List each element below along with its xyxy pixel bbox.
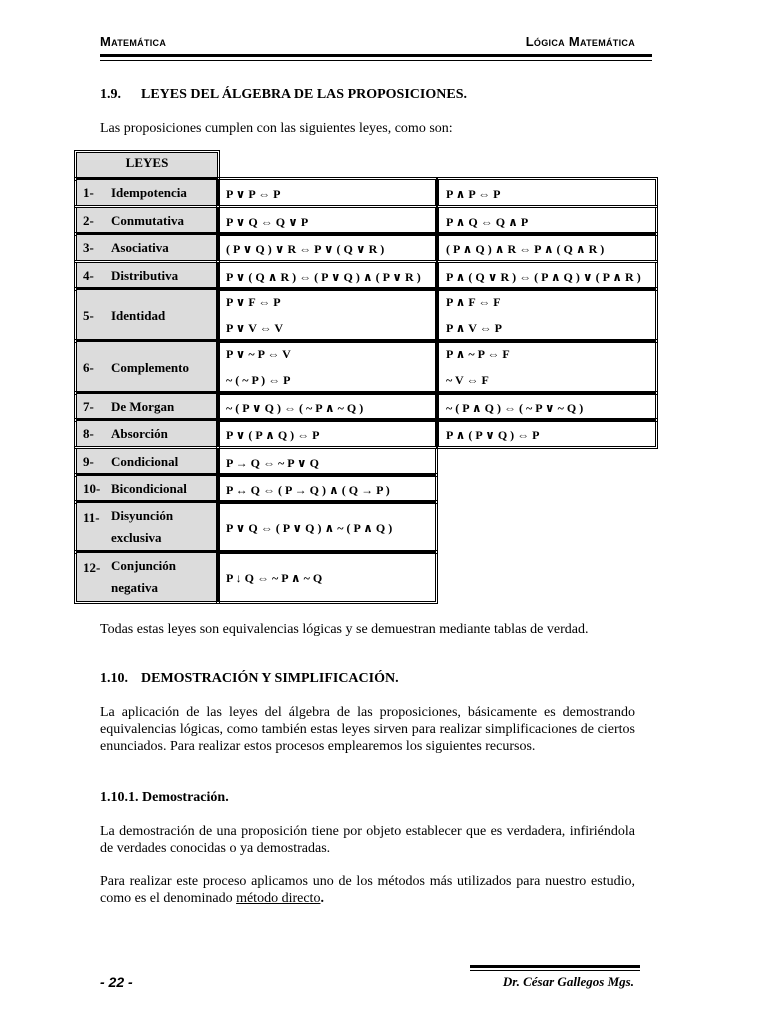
- formula-line: P ∨ ( P ∧ Q ) ⇔ P: [226, 427, 320, 442]
- formula-line: ~ ( P ∧ Q ) ⇔ ( ~ P ∨ ~ Q ): [446, 400, 584, 415]
- formula-line: ~ ( ~ P ) ⇔ P: [226, 373, 291, 387]
- law-name-cell: [76, 179, 218, 206]
- formula-line: P ∧ ~ P ⇔ F: [446, 347, 510, 361]
- formula-cell: [438, 207, 656, 234]
- formula-cell: [438, 393, 656, 420]
- law-name-cell: [76, 420, 218, 447]
- header-topic: Lógica Matemática: [525, 34, 635, 49]
- law-name: Conjunción negativa: [111, 558, 177, 595]
- formula-line: P ∨ F ⇔ P: [226, 295, 281, 309]
- law-name-cell: [76, 207, 218, 234]
- direct-method-link: método directo: [236, 891, 321, 906]
- section-heading-1-9: [100, 87, 467, 103]
- law-name-cell: [76, 552, 218, 602]
- formula-line: P ∧ ( Q ∨ R ) ⇔ ( P ∧ Q ) ∨ ( P ∧ R ): [446, 269, 641, 284]
- demonstration-paragraph-1: La demostración de una proposición tiene por objeto establecer que es verdadera, infiriéndola de verdades conocidas o ya demostradas.: [100, 824, 635, 856]
- formula-line: P ∨ ~ P ⇔ V: [226, 347, 291, 361]
- formula-cell: [218, 207, 436, 234]
- law-number: 11-: [83, 510, 100, 525]
- law-name: Identidad: [111, 308, 166, 323]
- law-number: 8-: [83, 426, 94, 441]
- after-table-paragraph: Todas estas leyes son equivalencias lógicas y se demuestran mediante tablas de verdad.: [100, 622, 589, 637]
- section-number: 1.9.: [100, 87, 121, 102]
- formula-cell: [218, 448, 436, 475]
- section-number: 1.10.: [100, 671, 128, 686]
- law-name: Disyunción exclusiva: [111, 508, 174, 545]
- law-name-cell: [76, 393, 218, 420]
- formula-line: ( P ∧ Q ) ∧ R ⇔ P ∧ ( Q ∧ R ): [446, 241, 605, 256]
- formula-line: ( P ∨ Q ) ∨ R ⇔ P ∨ ( Q ∨ R ): [226, 241, 385, 256]
- law-name: Conmutativa: [111, 213, 184, 228]
- formula-line: P ∧ ( P ∨ Q ) ⇔ P: [446, 427, 540, 442]
- formula-line: P ∨ Q ⇔ ( P ∨ Q ) ∧ ~ ( P ∧ Q ): [226, 521, 393, 535]
- formula-line: P ∧ P ⇔ P: [446, 186, 501, 201]
- footer-rule-thin: [470, 970, 640, 971]
- header-rule-thick: [100, 54, 652, 57]
- formula-line: P ∧ Q ⇔ Q ∧ P: [446, 214, 529, 229]
- formula-cell: [218, 234, 436, 261]
- section-title: DEMOSTRACIÓN Y SIMPLIFICACIÓN.: [141, 671, 399, 686]
- demonstration-paragraph-2: [100, 873, 635, 907]
- formula-line: P → Q ⇔ ~ P ∨ Q: [226, 455, 319, 470]
- formula-cell: [218, 341, 436, 393]
- footer-rule-thick: [470, 965, 640, 968]
- formula-line: ~ V ⇔ F: [446, 373, 489, 387]
- law-name: Asociativa: [111, 240, 169, 255]
- law-number: 4-: [83, 268, 94, 283]
- law-name-cell: [76, 341, 218, 393]
- section-title: LEYES DEL ÁLGEBRA DE LAS PROPOSICIONES.: [141, 87, 467, 102]
- law-number: 1-: [83, 185, 94, 200]
- formula-cell: [218, 420, 436, 447]
- paragraph-end: .: [320, 891, 324, 906]
- law-name-cell: [76, 502, 218, 552]
- page-header: [100, 34, 635, 52]
- law-name: Bicondicional: [111, 481, 187, 496]
- law-number: 5-: [83, 308, 94, 323]
- subsection-heading-1-10-1: 1.10.1. Demostración.: [100, 790, 229, 805]
- demonstration-intro-paragraph: La aplicación de las leyes del álgebra de las proposiciones, básicamente es demostrando equivalencias lógicas, como también estas leyes sirven para realizar simplificaciones de ciertos enunciados. Para realizar estos procesos emplearemos los siguientes recursos.: [100, 705, 635, 754]
- laws-header-cell: LEYES: [76, 152, 218, 179]
- law-name: Idempotencia: [111, 185, 187, 200]
- laws-table: [76, 152, 658, 604]
- formula-line: P ∨ Q ⇔ Q ∨ P: [226, 214, 309, 229]
- formula-line: P ↓ Q ⇔ ~ P ∧ ~ Q: [226, 571, 323, 585]
- intro-paragraph: Las proposiciones cumplen con las siguientes leyes, como son:: [100, 121, 453, 136]
- section-heading-1-10: [100, 671, 399, 687]
- law-name-cell: [76, 262, 218, 289]
- paragraph-text: Para realizar este proceso aplicamos uno de los métodos más utilizados para nuestro estudio, como es el denominado: [100, 874, 635, 906]
- formula-line: P ↔ Q ⇔ ( P → Q ) ∧ ( Q → P ): [226, 482, 390, 497]
- law-name: Complemento: [111, 360, 189, 375]
- law-number: 2-: [83, 213, 94, 228]
- formula-line: P ∨ V ⇔ V: [226, 321, 284, 335]
- formula-line: ~ ( P ∨ Q ) ⇔ ( ~ P ∧ ~ Q ): [226, 400, 364, 415]
- law-number: 3-: [83, 240, 94, 255]
- formula-cell: [438, 341, 656, 393]
- formula-cell: [438, 179, 656, 206]
- formula-cell: [218, 475, 436, 502]
- formula-cell: [218, 502, 436, 552]
- law-name-cell: [76, 289, 218, 341]
- law-number: 10-: [83, 481, 101, 496]
- formula-cell: [218, 552, 436, 602]
- formula-line: P ∧ V ⇔ P: [446, 321, 502, 335]
- page-number: - 22 -: [100, 974, 133, 990]
- formula-cell: [218, 393, 436, 420]
- law-name: Condicional: [111, 454, 179, 469]
- law-name-cell: [76, 448, 218, 475]
- formula-cell: [438, 289, 656, 341]
- formula-cell: [218, 179, 436, 206]
- law-name: De Morgan: [111, 399, 175, 414]
- formula-cell: [438, 262, 656, 289]
- formula-cell: [218, 262, 436, 289]
- law-number: 7-: [83, 399, 94, 414]
- law-name: Distributiva: [111, 268, 179, 283]
- formula-line: P ∧ F ⇔ F: [446, 295, 501, 309]
- header-subject: Matemática: [100, 34, 167, 49]
- law-number: 12-: [83, 560, 101, 575]
- law-name: Absorción: [111, 426, 168, 441]
- law-number: 9-: [83, 454, 94, 469]
- law-number: 6-: [83, 360, 94, 375]
- formula-line: P ∨ ( Q ∧ R ) ⇔ ( P ∨ Q ) ∧ ( P ∨ R ): [226, 269, 421, 284]
- formula-cell: [438, 420, 656, 447]
- author: Dr. César Gallegos Mgs.: [502, 974, 634, 989]
- law-name-cell: [76, 234, 218, 261]
- law-name-cell: [76, 475, 218, 502]
- header-rule-thin: [100, 60, 652, 61]
- formula-line: P ∨ P ⇔ P: [226, 186, 281, 201]
- formula-cell: [218, 289, 436, 341]
- formula-cell: [438, 234, 656, 261]
